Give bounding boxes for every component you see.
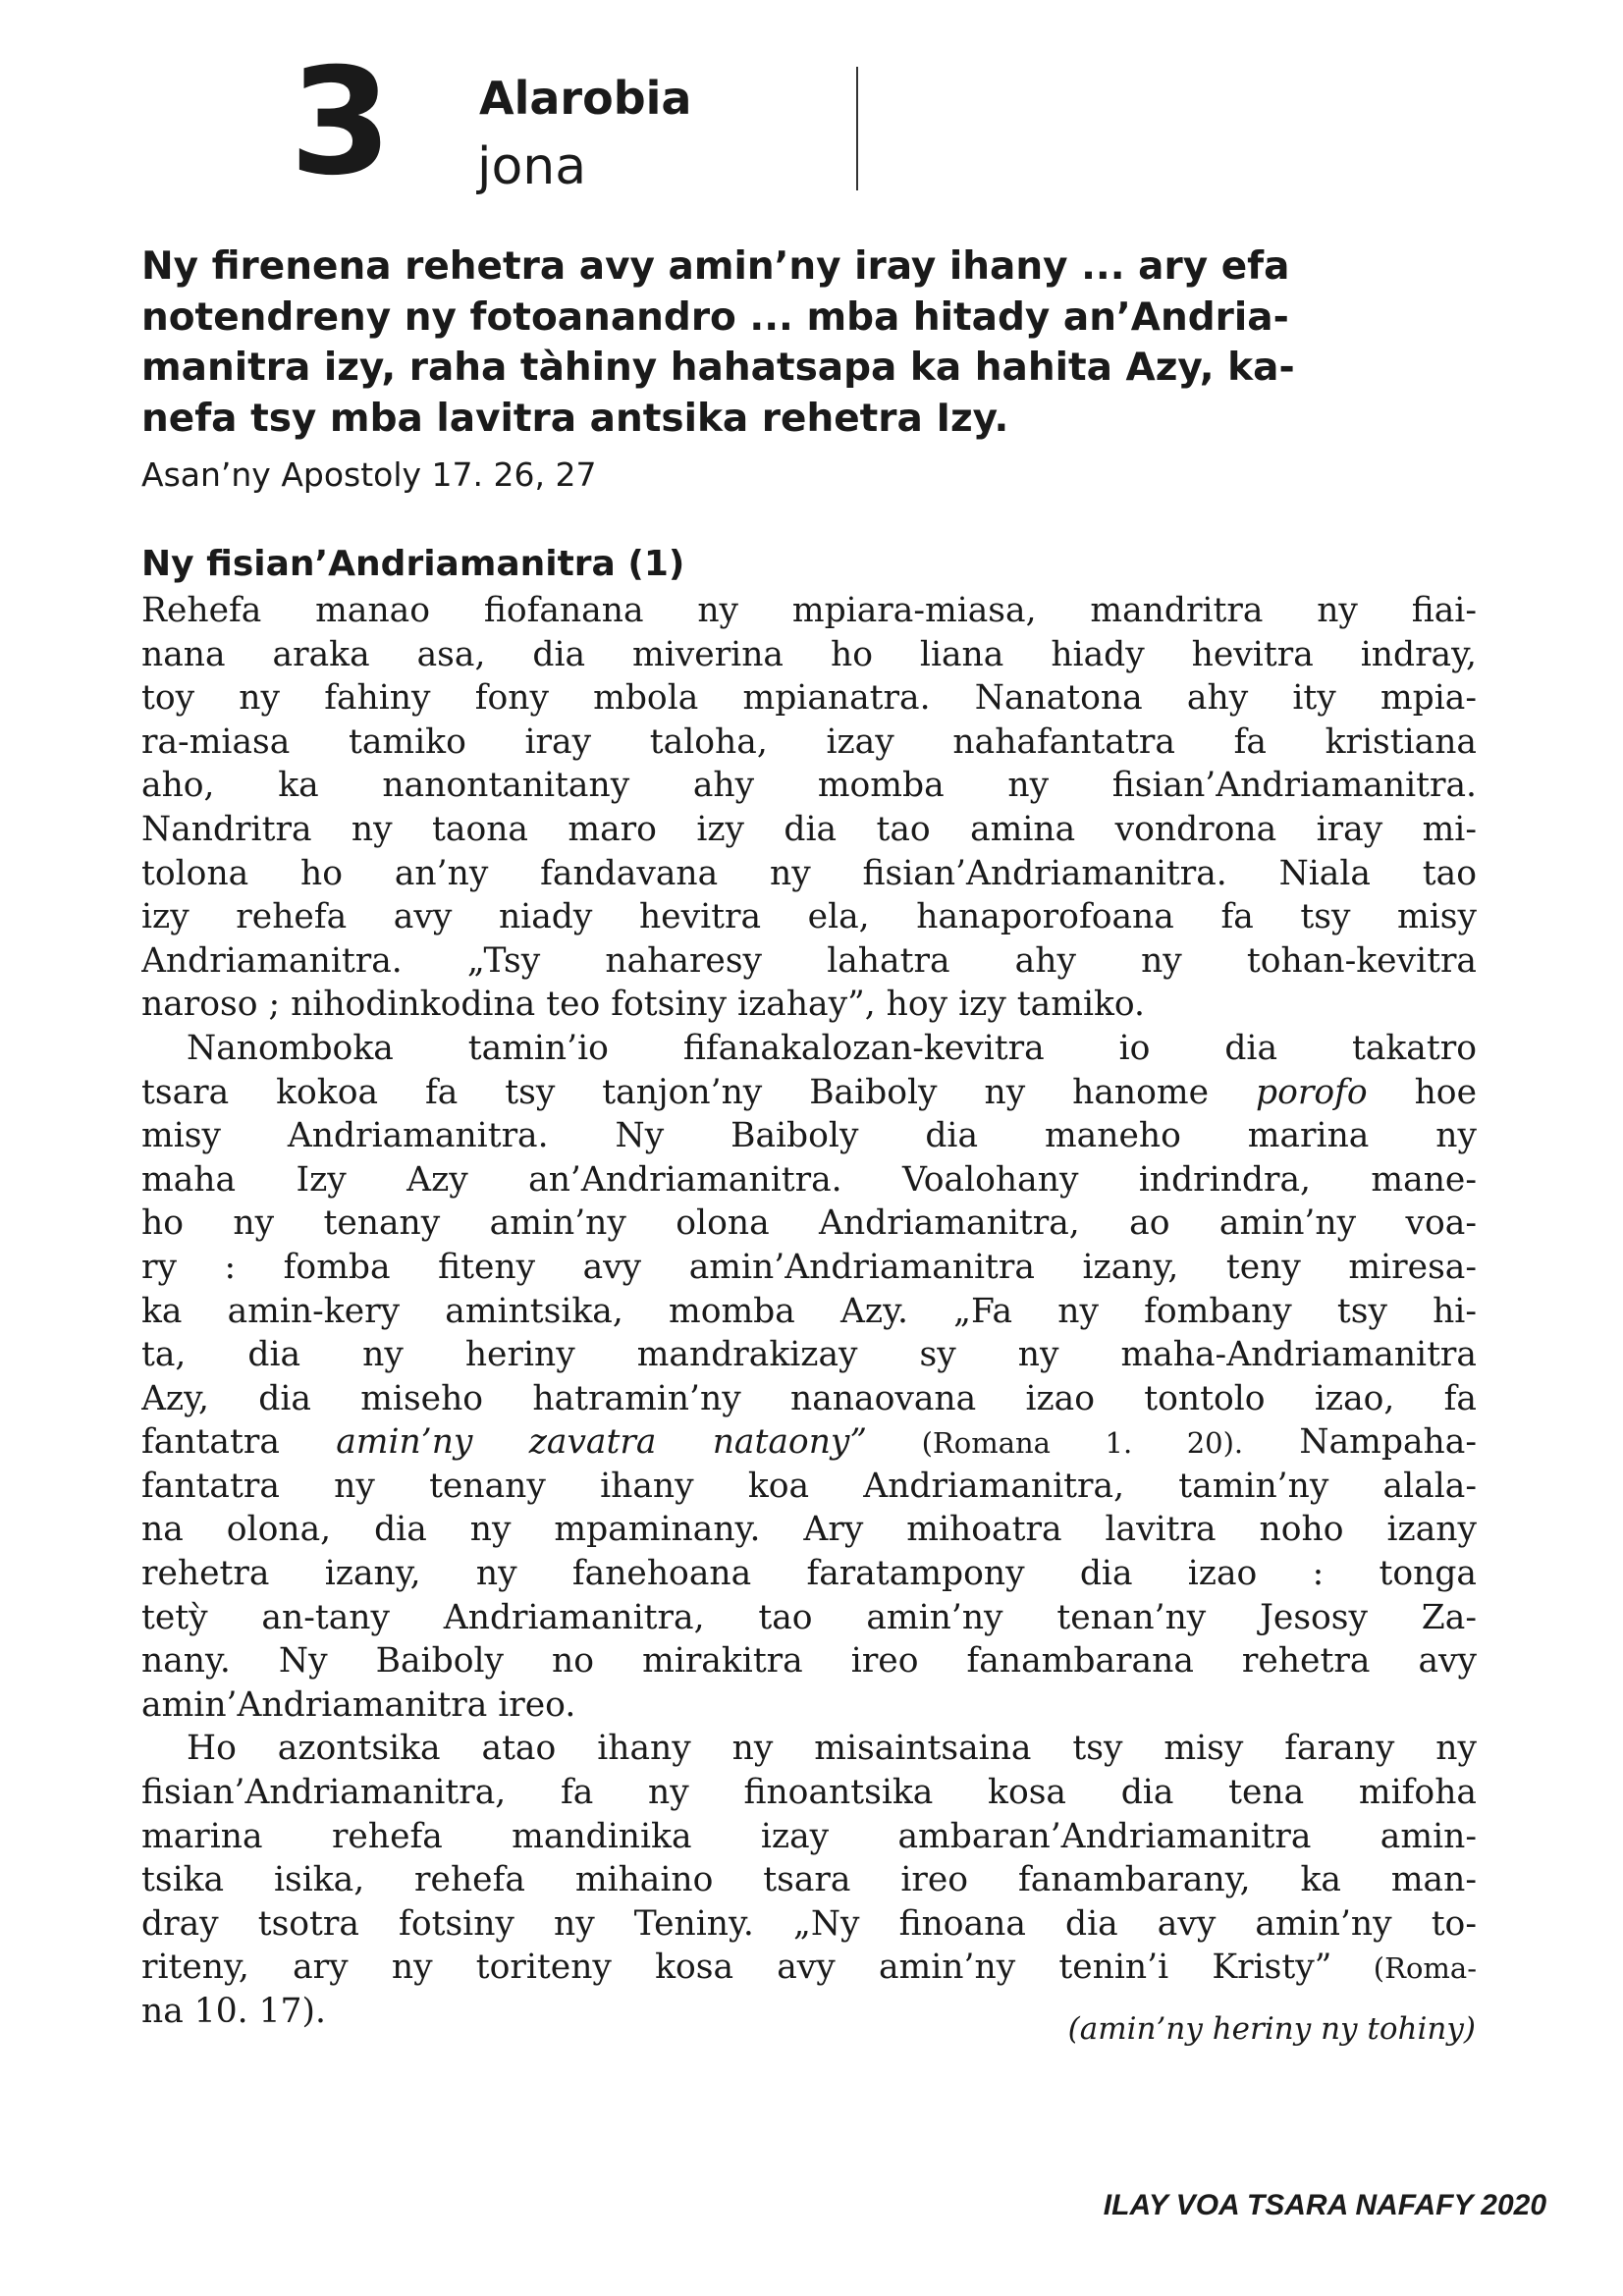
emphasis-text: amin’ny zavatra nataony” [336,1422,868,1463]
text-line: ry : fomba fiteny avy amin’Andriamanitra izany, teny miresa- [141,1247,1477,1287]
text-fragment: tsara kokoa fa tsy tanjon’ny Baiboly ny hanome [141,1072,1256,1112]
text-line: marina rehefa mandinika izay ambaran’Andriamanitra amin- [141,1816,1477,1856]
text-line: nany. Ny Baiboly no mirakitra ireo fanambarana rehetra avy [141,1641,1477,1682]
text-line: nana araka asa, dia miverina ho liana hiady hevitra indray, [141,634,1477,674]
weekday-label: Alarobia [479,72,692,125]
text-line: tetỳ an-tany Andriamanitra, tao amin’ny tenan’ny Jesosy Za- [141,1597,1477,1637]
text-line: misy Andriamanitra. Ny Baiboly dia maneho marina ny [141,1116,1477,1156]
text-line: amin’Andriamanitra ireo. [141,1684,576,1725]
text-line: ho ny tenany amin’ny olona Andriamanitra, ao amin’ny voa- [141,1203,1477,1244]
scripture-reference: (Roma- [1331,1951,1477,1986]
emphasis-text: porofo [1255,1072,1368,1112]
text-line: Nanomboka tamin’io fifanakalozan-kevitra io dia takatro [187,1028,1477,1068]
text-line: maha Izy Azy an’Andriamanitra. Voalohany indrindra, mane- [141,1159,1477,1200]
text-fragment: hoe [1367,1072,1477,1112]
text-line: fantatra ny tenany ihany koa Andriamanitra, tamin’ny alala- [141,1466,1477,1506]
text-fragment: riteny, ary ny toriteny kosa avy amin’ny tenin’i Kristy” [141,1948,1332,1988]
publication-footer: ILAY VOA TSARA NAFAFY 2020 [1103,2189,1546,2221]
text-fragment: fantatra [141,1422,337,1463]
text-line: dray tsotra fotsiny ny Teniny. „Ny finoana dia avy amin’ny to- [141,1903,1477,1944]
daily-verse [141,241,1487,444]
text-line: Ho azontsika atao ihany ny misaintsaina tsy misy farany ny [187,1729,1477,1769]
text-line: fisian’Andriamanitra, fa ny finoantsika kosa dia tena mifoha [141,1773,1477,1813]
text-line: toy ny fahiny fony mbola mpianatra. Nanatona ahy ity mpia- [141,678,1477,719]
verse-line: nefa tsy mba lavitra antsika rehetra Izy. [141,396,1009,441]
text-line: tsika isika, rehefa mihaino tsara ireo fanambarany, ka man- [141,1860,1477,1900]
verse-line: notendreny ny fotoanandro ... mba hitady an’Andria- [141,294,1289,340]
verse-line: Ny firenena rehetra avy amin’ny iray ihany ... ary efa [141,244,1290,289]
month-label: jona [477,137,587,196]
text-line: aho, ka nanontanitany ahy momba ny fisian’Andriamanitra. [141,766,1477,806]
text-line: ta, dia ny heriny mandrakizay sy ny maha-Andriamanitra [141,1335,1477,1375]
text-line: Azy, dia miseho hatramin’ny nanaovana izao tontolo izao, fa [141,1378,1477,1418]
continuation-note: (amin’ny heriny ny tohiny) [1067,2011,1476,2047]
day-number: 3 [289,37,389,208]
article-title: Ny fisian’Andriamanitra (1) [141,544,685,584]
verse-line: manitra izy, raha tàhiny hahatsapa ka hahita Azy, ka- [141,346,1295,390]
text-line: Andriamanitra. „Tsy naharesy lahatra ahy ny tohan-kevitra [141,940,1477,981]
text-line: ra-miasa tamiko iray taloha, izay nahafantatra fa kristiana [141,721,1477,762]
text-fragment: Nampaha- [1243,1422,1477,1463]
text-line [141,1946,1477,1990]
text-line [141,1071,1477,1115]
text-line: na olona, dia ny mpaminany. Ary mihoatra lavitra noho izany [141,1510,1477,1550]
text-line: tolona ho an’ny fandavana ny fisian’Andriamanitra. Niala tao [141,853,1477,893]
text-line: naroso ; nihodinkodina teo fotsiny izahay”, hoy izy tamiko. [141,985,1146,1025]
scripture-reference: (Romana 1. 20). [867,1426,1244,1461]
text-line: Nandritra ny taona maro izy dia tao amina vondrona iray mi- [141,809,1477,849]
header-divider [856,67,858,190]
verse-reference: Asan’ny Apostoly 17. 26, 27 [141,455,597,494]
text-line: na 10. 17). [141,1992,326,2031]
text-line: izy rehefa avy niady hevitra ela, hanaporofoana fa tsy misy [141,897,1477,937]
text-line: ka amin-kery amintsika, momba Azy. „Fa ny fombany tsy hi- [141,1291,1477,1331]
text-line [141,1420,1477,1465]
text-line: rehetra izany, ny fanehoana faratampony dia izao : tonga [141,1554,1477,1594]
article-body [141,589,1477,2034]
text-line: Rehefa manao fiofanana ny mpiara-miasa, mandritra ny fiai- [141,591,1477,630]
